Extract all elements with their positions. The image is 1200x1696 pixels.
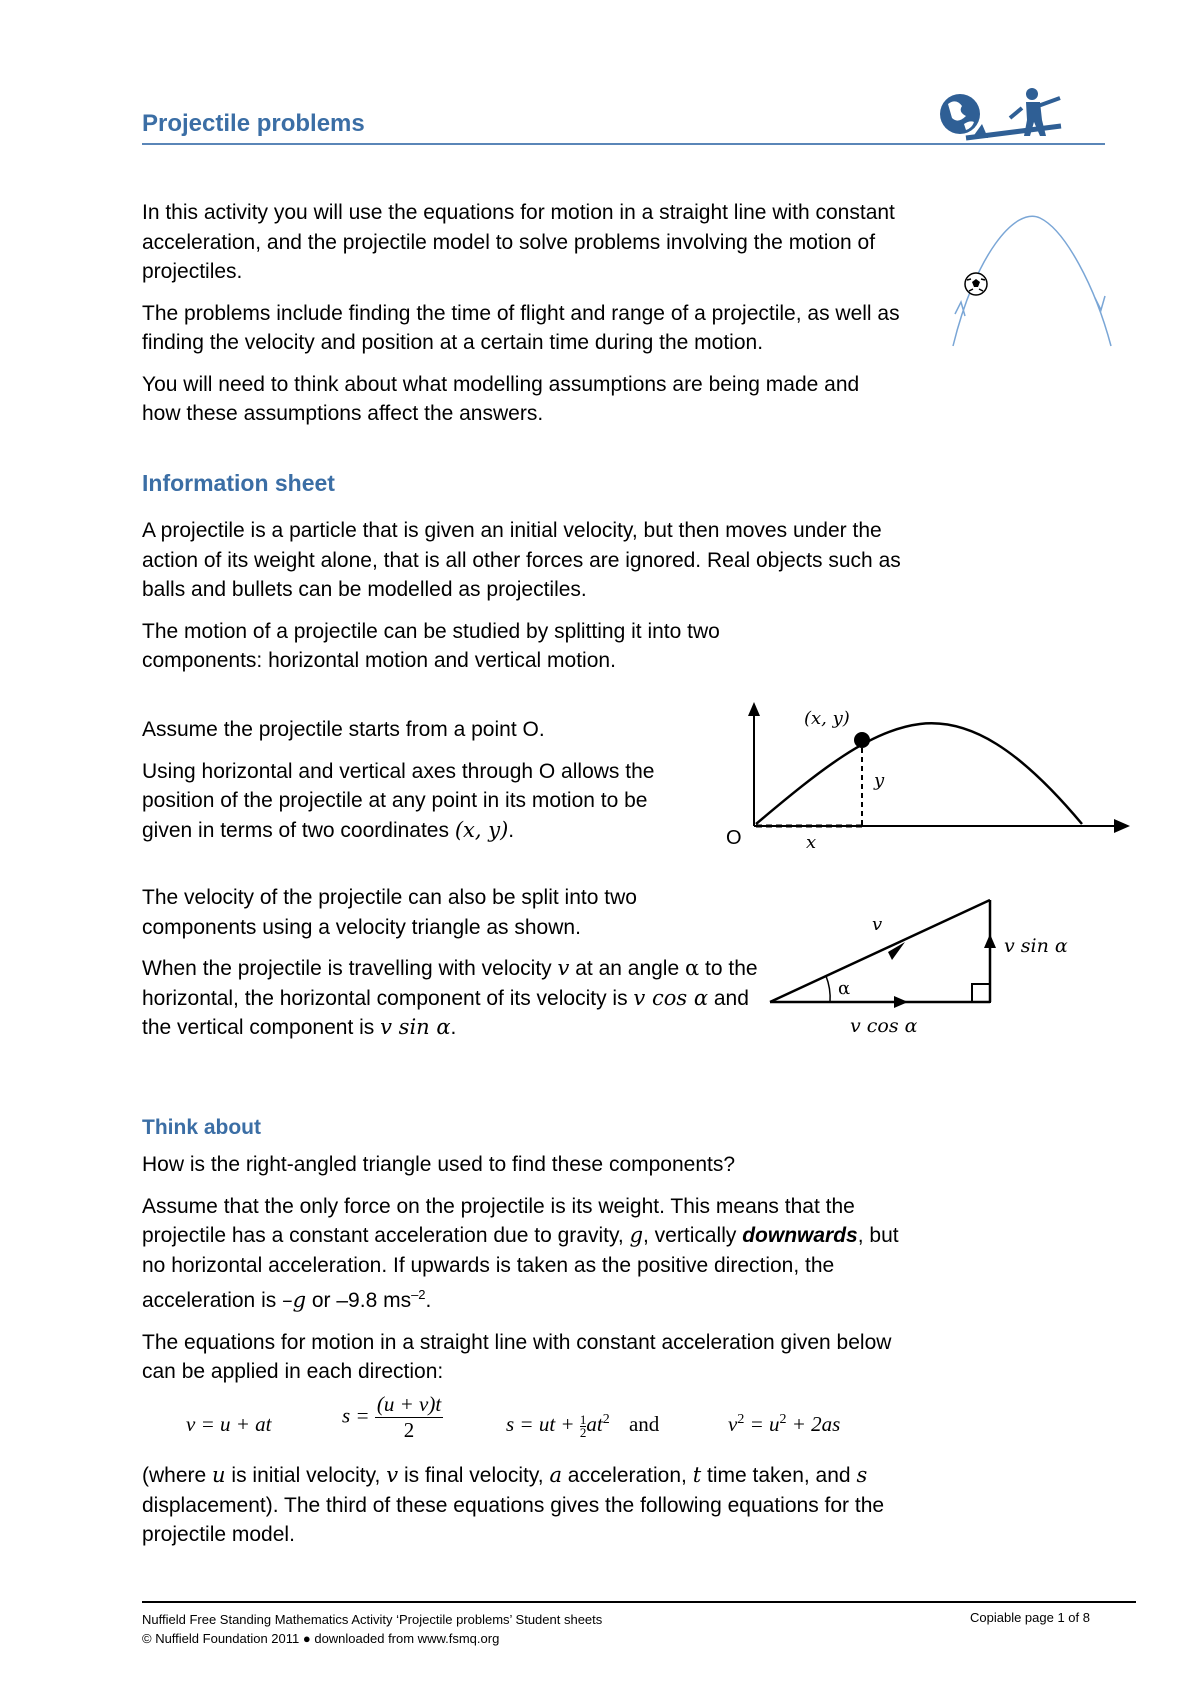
equation-4: [728, 1412, 840, 1437]
footer-rule: [142, 1601, 1136, 1603]
velocity-triangle-diagram: [760, 890, 1090, 1040]
axes-diagram: [720, 700, 1140, 850]
think-paragraph-1-b: , vertically: [643, 1224, 743, 1247]
intro-paragraph-1: In this activity you will use the equations for motion in a straight line with constant acceleration, and the projectile model to solve problems involving the motion of projectiles.: [142, 201, 895, 283]
angle-arc: [826, 976, 830, 1002]
horizontal-component-label: v cos α: [850, 1015, 918, 1037]
half-numerator: 1: [579, 1411, 587, 1427]
velocity-text: [142, 883, 758, 1055]
downwards-emphasis: downwards: [742, 1224, 858, 1247]
coordinates-symbol: (x, y): [454, 817, 509, 842]
equation-3: [506, 1412, 659, 1439]
info-paragraph-2: The motion of a projectile can be studied by splitting it into two components: horizontal motion and vertical motion.: [142, 619, 720, 672]
info-paragraph-4-a: Using horizontal and vertical axes through O allows the position of the projectile at any point in its motion to be given in terms of two coordinates: [142, 759, 655, 842]
base-arrow-icon: [894, 996, 908, 1008]
think-section: [142, 1150, 912, 1399]
definitions-a: (where: [142, 1464, 213, 1487]
a-symbol: a: [549, 1463, 562, 1487]
y-label: y: [874, 770, 885, 791]
gravity-symbol: g: [629, 1223, 644, 1247]
equation-3-sup: 2: [602, 1412, 610, 1427]
velocity-paragraph-2-e: .: [450, 1016, 457, 1039]
s-symbol: s: [856, 1463, 868, 1487]
info-paragraph-3: Assume the projectile starts from a point O.: [142, 718, 545, 741]
velocity-paragraph-1: The velocity of the projectile can also be split into two components using a velocity triangle as shown.: [142, 886, 637, 939]
information-sheet-heading: Information sheet: [142, 470, 335, 496]
velocity-paragraph-2-a: When the projectile is travelling with velocity: [142, 957, 558, 980]
definitions-f: displacement). The third of these equations gives the following equations for the projectile model.: [142, 1493, 885, 1546]
definitions-section: [142, 1461, 912, 1562]
footer-line-2: © Nuffield Foundation 2011 ● downloaded from www.fsmq.org: [142, 1631, 500, 1646]
equation-2-numerator: (u + v)t: [376, 1392, 442, 1416]
equation-4-b: = u: [744, 1412, 780, 1436]
info-paragraph-4: [142, 757, 702, 846]
definitions-paragraph: [142, 1461, 912, 1550]
alpha-symbol: α: [684, 956, 700, 980]
units-superscript: –2: [411, 1287, 426, 1302]
velocity-paragraph-2-b: at an angle: [569, 957, 685, 980]
equation-4-c: + 2as: [786, 1412, 841, 1436]
think-paragraph-2: The equations for motion in a straight line with constant acceleration given below can be applied in each direction:: [142, 1330, 892, 1383]
t-symbol: t: [692, 1463, 702, 1487]
footer-line-1: Nuffield Free Standing Mathematics Activity ‘Projectile problems’ Student sheets: [142, 1612, 603, 1627]
right-angle-marker: [972, 984, 990, 1002]
think-paragraph-1: [142, 1192, 912, 1316]
page-title: Projectile problems: [142, 110, 365, 137]
velocity-paragraph-2-d: and the vertical component is: [142, 986, 749, 1039]
think-about-heading: Think about: [142, 1116, 261, 1139]
info-paragraph-1: A projectile is a particle that is given an initial velocity, but then moves under the action of its weight alone, that is all other forces are ignored. Real objects such as balls and bullets can be modelled as projectiles.: [142, 519, 901, 601]
and-word: and: [628, 1412, 660, 1436]
think-paragraph-1-a: Assume that the only force on the projectile is its weight. This means that the projectile has a constant acceleration due to gravity,: [142, 1194, 855, 1247]
velocity-symbol: v: [557, 956, 570, 980]
vertical-component-label: v sin α: [1004, 935, 1068, 957]
equation-2: [342, 1392, 443, 1443]
hypotenuse-label: v: [872, 914, 883, 935]
footer-left: [142, 1610, 602, 1648]
vertical-arrow-icon: [984, 934, 996, 948]
intro-section: [142, 198, 902, 441]
axes-text: [142, 715, 702, 857]
equation-2-lhs: s =: [342, 1403, 370, 1428]
y-axis-arrow-icon: [748, 702, 760, 716]
equation-4-sup-1: 2: [737, 1412, 745, 1427]
equation-4-sup-2: 2: [779, 1412, 787, 1427]
definitions-d: acceleration,: [561, 1464, 693, 1487]
velocity-paragraph-2: [142, 954, 782, 1043]
suvat-equations: [186, 1392, 906, 1452]
equation-2-fraction: [375, 1392, 443, 1443]
think-paragraph-1-c: , but no horizontal acceleration. If upwards is taken as the positive direction, the acceleration is: [142, 1224, 899, 1312]
page-number: Copiable page 1 of 8: [970, 1610, 1090, 1625]
equation-4-a: v: [728, 1412, 738, 1436]
nuffield-logo-icon: [936, 86, 1076, 146]
vcos-symbol: v cos α: [633, 985, 708, 1010]
x-axis-arrow-icon: [1114, 819, 1130, 833]
projectile-point: [854, 732, 870, 748]
trajectory-illustration: [945, 206, 1120, 354]
velocity-paragraph-2-c: to the horizontal, the horizontal component of its velocity is: [142, 957, 758, 1010]
x-label: x: [806, 832, 817, 850]
equation-1: [186, 1412, 272, 1437]
accel-symbol: –g: [282, 1288, 307, 1312]
equation-3-a: s = ut +: [506, 1412, 575, 1436]
equation-2-denominator: 2: [403, 1418, 415, 1442]
think-question: How is the right-angled triangle used to find these components?: [142, 1153, 736, 1176]
intro-paragraph-3: You will need to think about what modelling assumptions are being made and how these assumptions affect the answers.: [142, 372, 860, 425]
definitions-e: time taken, and: [701, 1464, 857, 1487]
football-icon: [965, 273, 987, 295]
definitions-c: is final velocity,: [398, 1464, 550, 1487]
think-paragraph-1-e: .: [425, 1289, 432, 1312]
intro-paragraph-2: The problems include finding the time of flight and range of a projectile, as well as finding the velocity and position at a certain time during the motion.: [142, 301, 900, 354]
angle-label: α: [838, 978, 851, 999]
projectile-path: [756, 723, 1082, 824]
vsin-symbol: v sin α: [380, 1015, 451, 1039]
point-label: (x, y): [804, 708, 850, 729]
info-paragraph-4-c: .: [508, 818, 515, 842]
v-symbol: v: [386, 1463, 399, 1487]
origin-label: O: [726, 827, 742, 849]
info-section: [142, 516, 912, 688]
equation-3-b: at: [586, 1412, 603, 1436]
u-symbol: u: [212, 1463, 226, 1487]
arrow-up-icon: [955, 302, 965, 316]
equation-1-text: v = u + at: [186, 1412, 272, 1436]
definitions-b: is initial velocity,: [225, 1464, 387, 1487]
half-denominator: 2: [579, 1424, 587, 1440]
think-paragraph-1-d: or –9.8 ms: [306, 1289, 412, 1312]
